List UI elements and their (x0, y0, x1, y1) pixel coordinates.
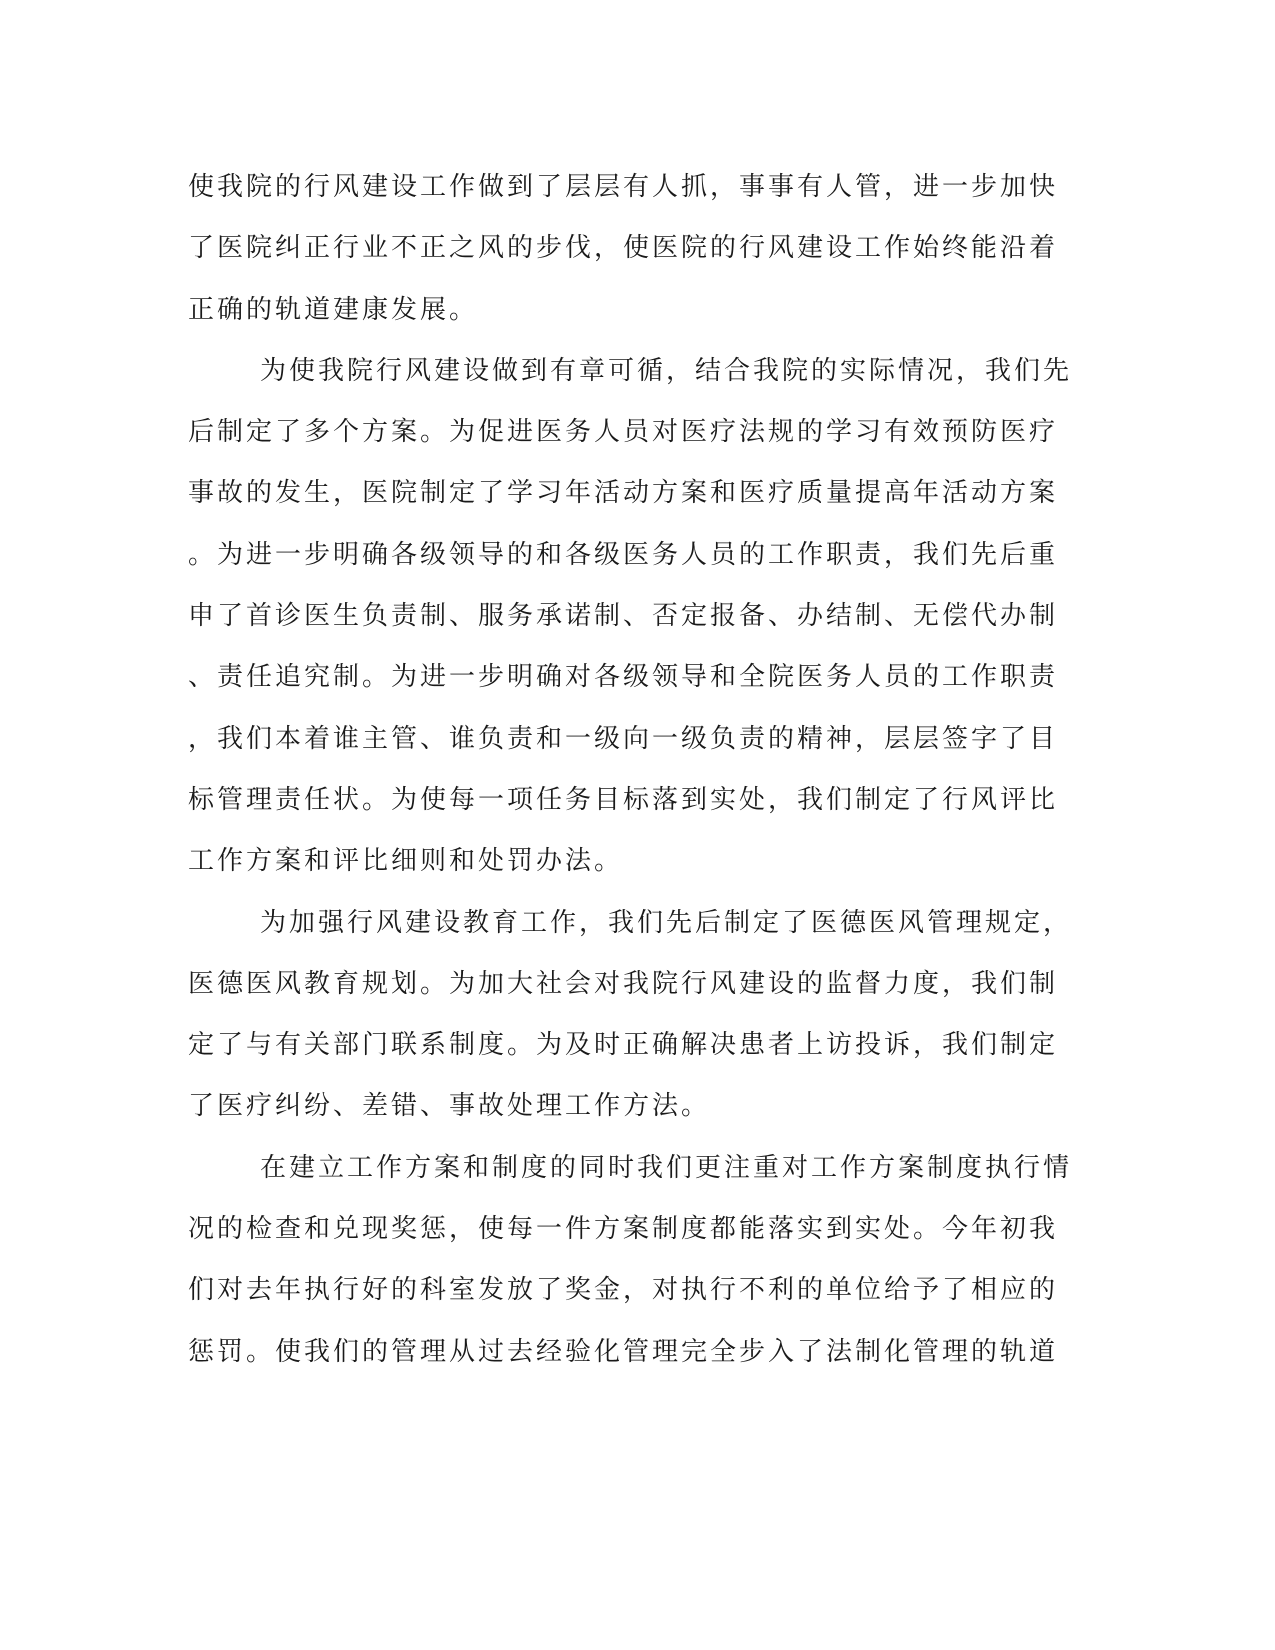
text-line: 医德医风教育规划。为加大社会对我院行风建设的监督力度，我们制 (188, 968, 1059, 999)
text-line: 工作方案和评比细则和处罚办法。 (188, 846, 624, 877)
paragraph-start-line: 为加强行风建设教育工作，我们先后制定了医德医风管理规定， (260, 907, 1073, 938)
text-line: 事故的发生，医院制定了学习年活动方案和医疗质量提高年活动方案 (188, 478, 1059, 509)
text-line: 了医疗纠纷、差错、事故处理工作方法。 (188, 1091, 711, 1122)
paragraph-start-line: 为使我院行风建设做到有章可循，结合我院的实际情况，我们先 (260, 355, 1073, 386)
text-line: 。为进一步明确各级领导的和各级医务人员的工作职责，我们先后重 (188, 539, 1059, 570)
text-line: 况的检查和兑现奖惩，使每一件方案制度都能落实到实处。今年初我 (188, 1214, 1059, 1245)
text-line: 正确的轨道建康发展。 (188, 294, 479, 325)
text-line: 后制定了多个方案。为促进医务人员对医疗法规的学习有效预防医疗 (188, 417, 1059, 448)
text-line: 了医院纠正行业不正之风的步伐，使医院的行风建设工作始终能沿着 (188, 233, 1059, 264)
paragraph-start-line: 在建立工作方案和制度的同时我们更注重对工作方案制度执行情 (260, 1152, 1073, 1183)
text-line: 申了首诊医生负责制、服务承诺制、否定报备、办结制、无偿代办制 (188, 601, 1059, 632)
text-line: ，我们本着谁主管、谁负责和一级向一级负责的精神，层层签字了目 (188, 723, 1059, 754)
text-line: 、责任追究制。为进一步明确对各级领导和全院医务人员的工作职责 (188, 662, 1059, 693)
text-line: 惩罚。使我们的管理从过去经验化管理完全步入了法制化管理的轨道 (188, 1336, 1059, 1367)
text-line: 标管理责任状。为使每一项任务目标落到实处，我们制定了行风评比 (188, 784, 1059, 815)
text-line: 使我院的行风建设工作做到了层层有人抓，事事有人管，进一步加快 (188, 172, 1059, 202)
text-line: 定了与有关部门联系制度。为及时正确解决患者上访投诉，我们制定 (188, 1030, 1059, 1061)
text-line: 们对去年执行好的科室发放了奖金，对执行不利的单位给予了相应的 (188, 1275, 1059, 1306)
document-body (188, 157, 1073, 1383)
